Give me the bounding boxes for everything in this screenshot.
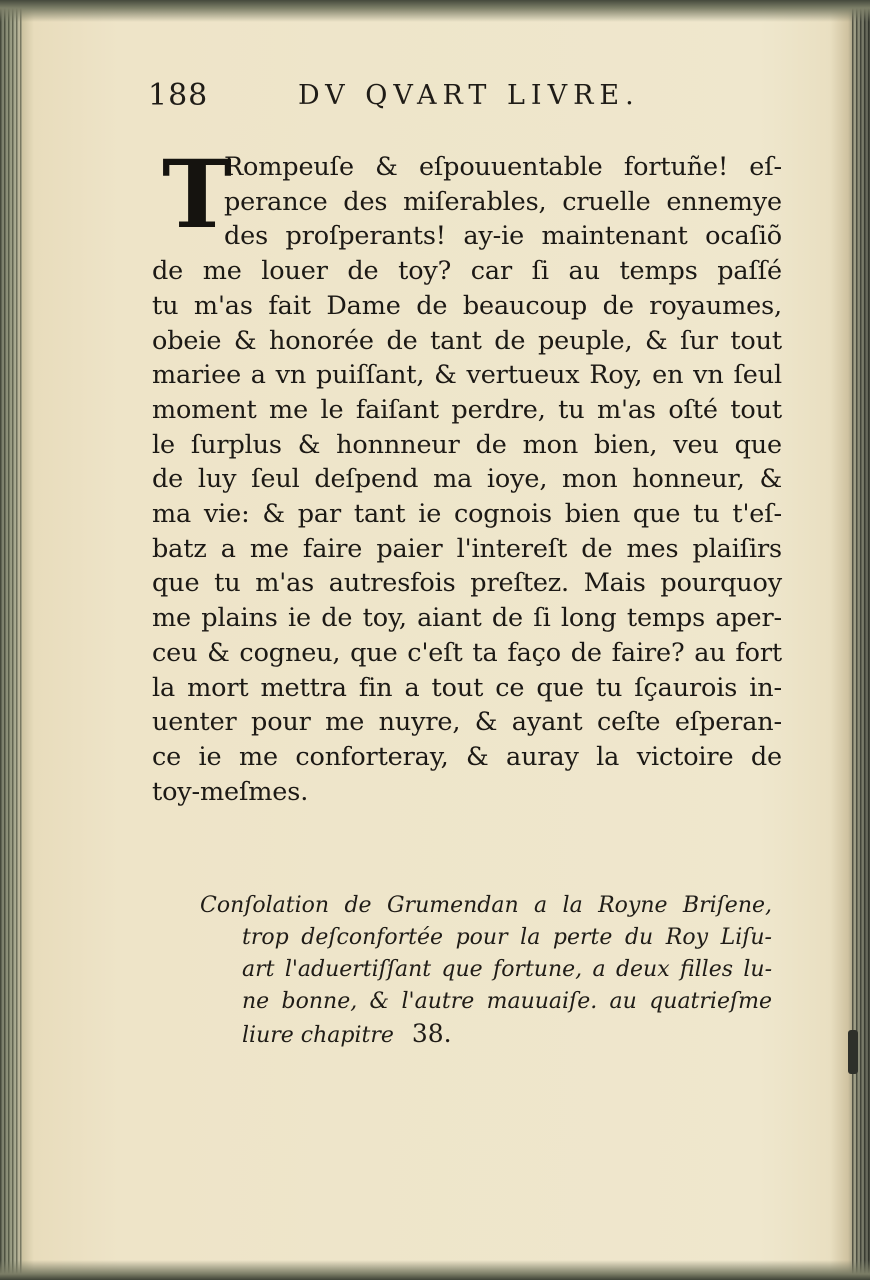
drop-cap-initial: T [162,140,232,250]
text-line: batz a me faire paier l'intereſt de mes plaiſirs [152,533,782,564]
text-line: moment me le faiſant perdre, tu m'as oſté tout [152,394,782,425]
binding-clip [848,1030,858,1074]
text-line: Rompeuſe & eſpouuentable fortuñe! eſ- [224,152,782,182]
text-line: perance des miſerables, cruelle ennemye [224,186,782,217]
text-line: ma vie: & par tant ie cognois bien que tu t'eſ- [152,499,782,530]
caption-line: Conſolation de Grumendan a la Royne Briſene, [200,893,772,918]
text-line-last: toy-meſmes. [152,776,309,807]
running-head: DV QVART LIVRE. [298,80,640,111]
top-shadow [0,0,870,22]
caption-last-text: liure chapitre [242,1023,394,1048]
text-line: des proſperants! ay-ie maintenant ocaſiõ [224,221,782,252]
text-line: tu m'as fait Dame de beaucoup de royaumes, [152,290,782,321]
page-header [148,78,798,122]
text-line: la mort mettra fin a tout ce que tu ſçaurois in- [152,672,782,703]
caption-line: ne bonne, & l'autre mauuaiſe. au quatrieſme [242,989,772,1014]
text-line: me plains ie de toy, aiant de ſi long temps aper- [152,603,782,634]
chapter-number: 38. [411,1019,452,1048]
caption-line: art l'aduertiſſant que fortune, a deux filles lu- [242,957,772,982]
text-line: ce ie me conforteray, & auray la victoire de [152,741,782,772]
text-line: le ſurplus & honnneur de mon bien, veu que [152,429,782,460]
bottom-shadow [0,1260,870,1280]
text-line: mariee a vn puiſſant, & vertueux Roy, en vn ſeul [152,360,782,391]
main-text [152,140,782,809]
right-page-edges [852,0,870,1280]
text-line: obeie & honorée de tant de peuple, & ſur tout [152,325,782,356]
chapter-argument [200,890,772,1052]
text-line: ceu & cogneu, que c'eſt ta faço de faire? au fort [152,637,782,668]
page-number: 188 [148,78,209,113]
left-page-edges [0,0,22,1280]
text-line: que tu m'as autresfois preſtez. Mais pourquoy [152,568,782,599]
text-line: de luy ſeul deſpend ma ioye, mon honneur, & [152,464,782,495]
text-line: de me louer de toy? car ſi au temps paſſé [152,256,782,287]
caption-line-last [200,1018,772,1052]
text-line: uenter pour me nuyre, & ayant ceſte eſperan- [152,707,782,738]
caption-line: trop deſconfortée pour la perte du Roy Liſu- [242,925,772,950]
